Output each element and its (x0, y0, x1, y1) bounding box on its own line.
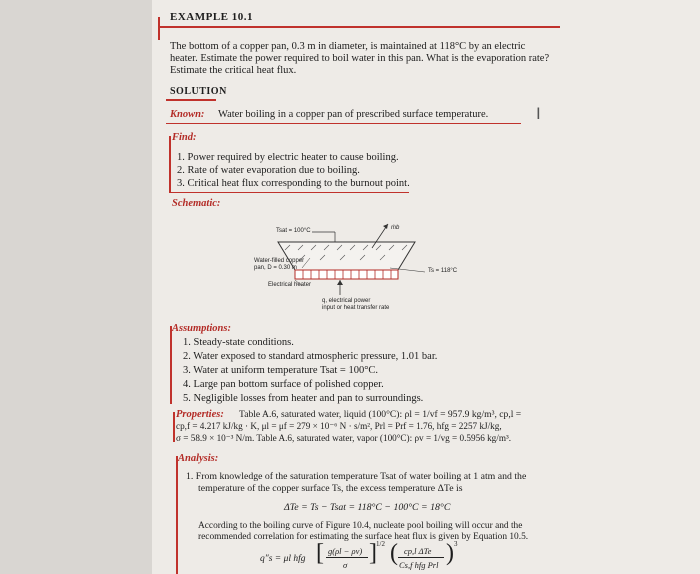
properties-line-2: cp,f = 4.217 kJ/kg · K, μl = μf = 279 × 10⁻⁶ N · s/m², Prl = Prf = 1.76, hfg = 2257 kJ/kg, (176, 421, 502, 431)
properties-line-1: Table A.6, saturated water, liquid (100°C): ρl = 1/vf = 957.9 kg/m³, cp,l = (239, 409, 522, 420)
solution-rule (166, 99, 216, 101)
assumption-3: 3. Water at uniform temperature Tsat = 100°C. (183, 365, 379, 376)
analysis-para-a: According to the boiling curve of Figure 10.4, nucleate pool boiling will occur and the (198, 521, 523, 531)
equation-right-bar (398, 557, 444, 558)
assumptions-rule (170, 326, 172, 404)
electrical-heater (295, 270, 398, 279)
water-label-2: pan, D = 0.30 m (254, 265, 297, 271)
analysis-rule (176, 456, 178, 574)
example-title: EXAMPLE 10.1 (170, 11, 253, 23)
known-label: Known: (170, 109, 205, 120)
schematic-label: Schematic: (172, 198, 221, 209)
equation-right-numerator: cp,l ΔTe (404, 546, 432, 556)
equation-excess-temperature: ΔTe = Ts − Tsat = 118°C − 100°C = 18°C (284, 502, 451, 513)
example-header-underline (158, 26, 560, 28)
equation-bracket-close: ] (369, 540, 377, 566)
find-item-3: 3. Critical heat flux corresponding to the burnout point. (177, 178, 410, 189)
problem-line-1: The bottom of a copper pan, 0.3 m in diameter, is maintained at 118°C by an electric (170, 41, 526, 52)
known-underline (166, 123, 521, 124)
equation-frac-bar (326, 557, 368, 558)
assumption-4: 4. Large pan bottom surface of polished copper. (183, 379, 384, 390)
heater-label: Electrical heater (268, 282, 312, 288)
analysis-label: Analysis: (178, 453, 219, 464)
pan-outline (278, 242, 415, 270)
equation-right-exponent: 3 (454, 540, 458, 548)
find-label: Find: (172, 132, 197, 143)
equation-bracket-open: [ (316, 540, 324, 566)
problem-line-2: heater. Estimate the power required to boil water in this pan. What is the evaporation rate? (170, 53, 550, 64)
properties-rule (173, 412, 175, 442)
equation-frac-numerator: g(ρl − ρv) (328, 546, 363, 556)
find-item-2: 2. Rate of water evaporation due to boiling. (177, 165, 360, 176)
analysis-para-b: recommended correlation for estimating the surface heat flux is given by Equation 10.5. (198, 532, 529, 542)
equation-right-denominator: Cs,f hfg Prl (399, 560, 439, 570)
properties-line-3: σ = 58.9 × 10⁻³ N/m. Table A.6, saturated water, vapor (100°C): ρv = 1/vg = 0.5956 kg/m³. (176, 433, 512, 443)
water-label-1: Water-filled copper (254, 258, 305, 264)
known-text: Water boiling in a copper pan of prescribed surface temperature. (218, 109, 489, 120)
equation-paren-open: ( (390, 540, 398, 566)
text-cursor-icon: I (536, 104, 541, 123)
find-rule (169, 136, 171, 193)
assumption-5: 5. Negligible losses from heater and pan to surroundings. (183, 393, 424, 404)
find-underline (169, 192, 409, 193)
equation-exponent: 1/2 (376, 540, 385, 548)
equation-frac-denominator: σ (343, 560, 348, 570)
q-label-1: q, electrical power (322, 298, 371, 304)
problem-line-3: Estimate the critical heat flux. (170, 65, 297, 76)
analysis-item-1b: temperature of the copper surface Ts, the excess temperature ΔTe is (198, 483, 463, 494)
assumption-1: 1. Steady-state conditions. (183, 337, 294, 348)
q-label-2: input or heat transfer rate (322, 305, 390, 311)
find-item-1: 1. Power required by electric heater to cause boiling. (177, 152, 399, 163)
equation-paren-close: ) (446, 540, 454, 566)
assumption-2: 2. Water exposed to standard atmospheric pressure, 1.01 bar. (183, 351, 438, 362)
solution-heading: SOLUTION (170, 86, 227, 97)
assumptions-label: Assumptions: (172, 323, 231, 334)
equation-lhs: q″s = μl hfg (260, 554, 306, 564)
ts-label: Ts = 118°C (428, 268, 458, 274)
example-header-rule (158, 17, 160, 40)
tsat-label: Tsat = 100°C (276, 228, 311, 234)
properties-label: Properties: (176, 409, 224, 420)
mdot-label: ṁb (391, 225, 400, 231)
analysis-item-1a: 1. From knowledge of the saturation temperature Tsat of water boiling at 1 atm and the (186, 471, 527, 482)
